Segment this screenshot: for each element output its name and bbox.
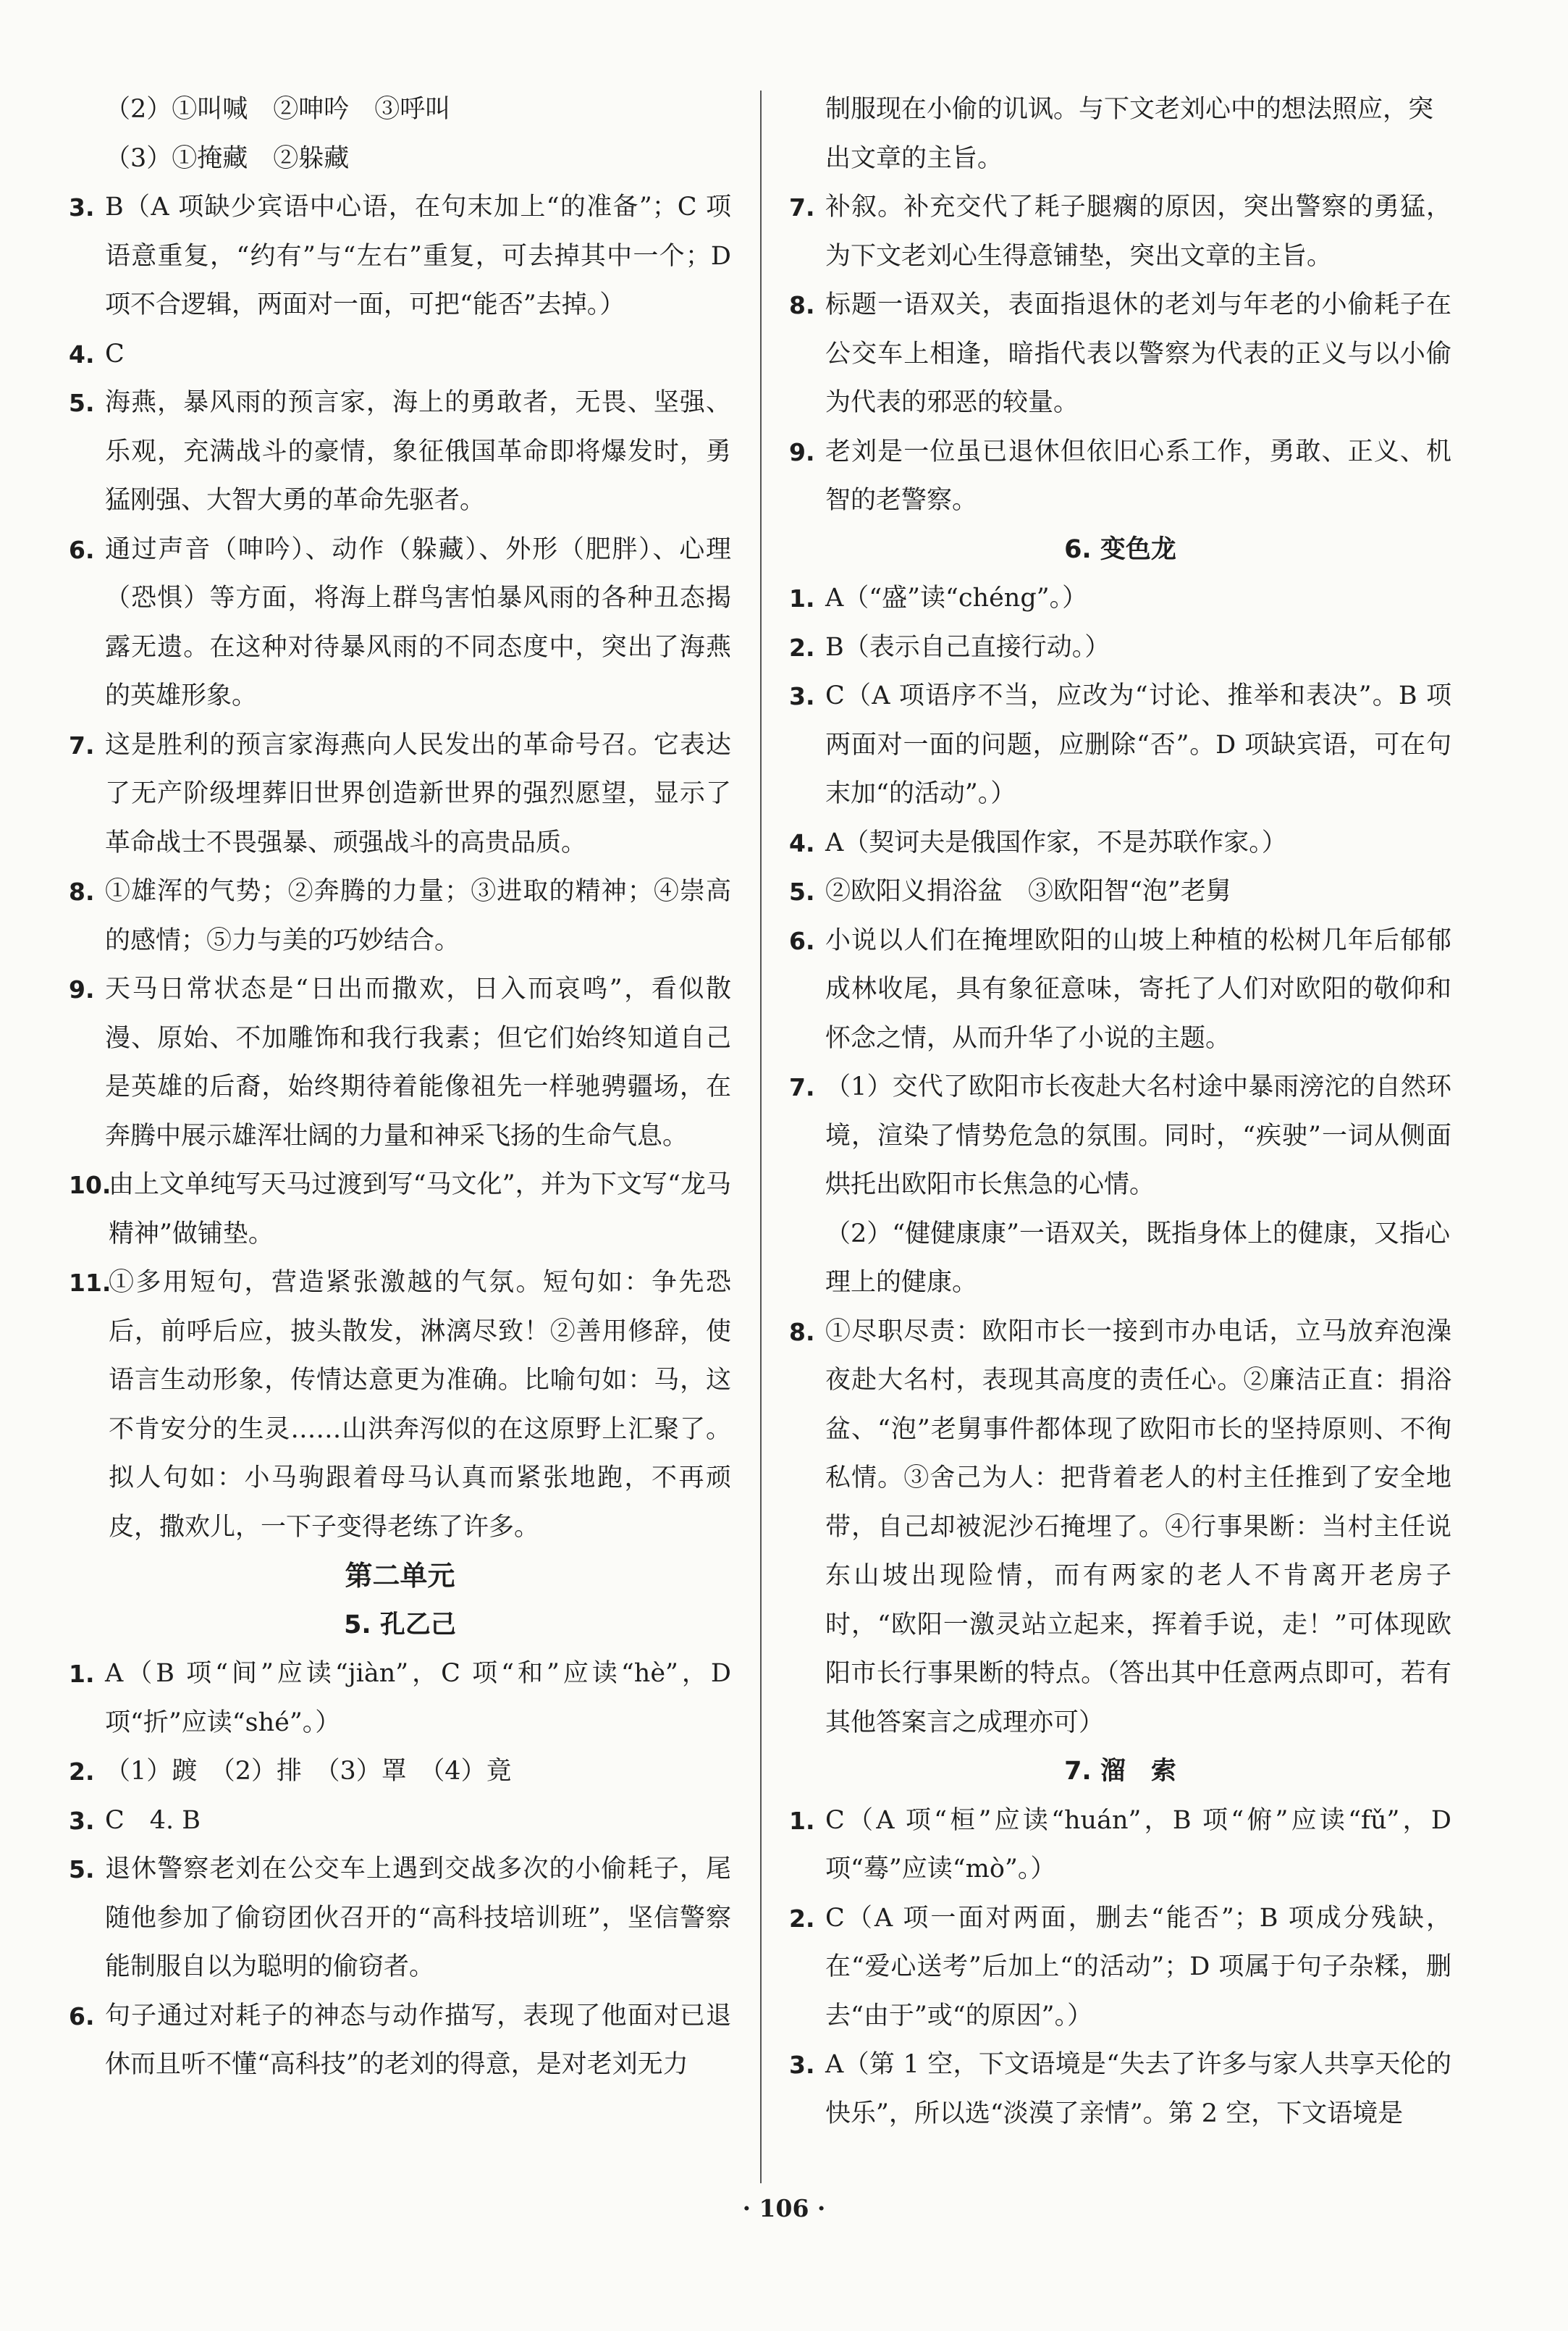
answer-item-10: 10. 由上文单纯写天马过渡到写“马文化”，并为下文写“龙马精神”做铺垫。 — [69, 1170, 731, 1248]
answer-item-7: 7. （1）交代了欧阳市长夜赴大名村途中暴雨滂沱的自然环境，渲染了情势危急的氛围。同时，“疾驶”一词从侧面烘托出欧阳市长焦急的心情。 — [789, 1072, 1451, 1199]
answer-item-2: 2. （1）踱 （2）排 （3）罩 （4）竟 — [69, 1757, 512, 1786]
answer-item-9: 9. 老刘是一位虽已退休但依旧心系工作，勇敢、正义、机智的老警察。 — [789, 437, 1451, 515]
answer-line: （2）①叫喊 ②呻吟 ③呼叫 — [105, 95, 451, 124]
answer-item-4: 4. A（契诃夫是俄国作家，不是苏联作家。） — [789, 828, 1287, 857]
answer-item-1: 1. A（B 项“间”应读“jiàn”，C 项“和”应读“hè”，D 项“折”应读“shé”。） — [69, 1659, 731, 1737]
answer-item-7: 7. 这是胜利的预言家海燕向人民发出的革命号召。它表达了无产阶级埋葬旧世界创造新世界的强烈愿望，显示了革命战士不畏强暴、顽强战斗的高贵品质。 — [69, 730, 731, 857]
answer-item-9: 9. 天马日常状态是“日出而撒欢，日入而哀鸣”，看似散漫、原始、不加雕饰和我行我素；但它们始终知道自己是英雄的后裔，始终期待着能像祖先一样驰骋疆场，在奔腾中展示雄浑壮阔的力量和神采飞扬的生命气息。 — [69, 975, 731, 1151]
right-column — [789, 85, 1451, 2138]
lesson-heading-6: 6. 变色龙 — [1064, 534, 1176, 564]
answer-item-2: 2. C（A 项一面对两面，删去“能否”；B 项成分残缺，在“爱心送考”后加上“的活动”；D 项属于句子杂糅，删去“由于”或“的原因”。） — [789, 1903, 1451, 2030]
answer-continuation: 制服现在小偷的讥讽。与下文老刘心中的想法照应，突出文章的主旨。 — [825, 95, 1434, 173]
answer-item-3: 3. C（A 项语序不当，应改为“讨论、推举和表决”。B 项两面对一面的问题，应删除“否”。D 项缺宾语，可在句末加“的活动”。） — [789, 681, 1451, 808]
answer-item-7: 7. 补叙。补充交代了耗子腿瘸的原因，突出警察的勇猛，为下文老刘心生得意铺垫，突出文章的主旨。 — [789, 193, 1451, 271]
answer-item-5: 5. 退休警察老刘在公交车上遇到交战多次的小偷耗子，尾随他参加了偷窃团伙召开的“高科技培训班”，坚信警察能制服自以为聪明的偷窃者。 — [69, 1855, 731, 1981]
answer-item-8: 8. 标题一语双关，表面指退休的老刘与年老的小偷耗子在公交车上相逢，暗指代表以警察为代表的正义与以小偷为代表的邪恶的较量。 — [789, 290, 1451, 417]
answer-line: （3）①掩藏 ②躲藏 — [105, 143, 350, 173]
answer-item-8: 8. ①尽职尽责：欧阳市长一接到市办电话，立马放弃泡澡夜赴大名村，表现其高度的责任心。②廉洁正直：捐浴盆、“泡”老舅事件都体现了欧阳市长的坚持原则、不徇私情。③舍己为人：把背着老人的村主任推到了安全地带，自己却被泥沙石掩埋了。④行事果断：当村主任说东山坡出现险情，而有两家的老人不肯离开老房子时，“欧阳一激灵站立起来，挥着手说，走！”可体现欧阳市长行事果断的特点。（答出其中任意两点即可，若有其他答案言之成理亦可） — [789, 1316, 1451, 1737]
answer-item-1: 1. C（A 项“桓”应读“huán”，B 项“俯”应读“fǔ”，D 项“蓦”应读“mò”。） — [789, 1805, 1451, 1883]
answer-item-5: 5. 海燕，暴风雨的预言家，海上的勇敢者，无畏、坚强、乐观，充满战斗的豪情，象征俄国革命即将爆发时，勇猛刚强、大智大勇的革命先驱者。 — [69, 388, 731, 515]
answer-item-11: 11. ①多用短句，营造紧张激越的气氛。短句如：争先恐后，前呼后应，披头散发，淋漓尽致！②善用修辞，使语言生动形象，传情达意更为准确。比喻句如：马，这不肯安分的生灵……山洪奔泻似的在这原野上汇聚了。拟人句如：小马驹跟着母马认真而紧张地跑，不再顽皮，撒欢儿，一下子变得老练了许多。 — [69, 1268, 731, 1542]
answer-item-8: 8. ①雄浑的气势；②奔腾的力量；③进取的精神；④崇高的感情；⑤力与美的巧妙结合。 — [69, 877, 731, 955]
page-number: · 106 · — [742, 2194, 826, 2222]
answer-item-6: 6. 小说以人们在掩埋欧阳的山坡上种植的松树几年后郁郁成林收尾，具有象征意味，寄托了人们对欧阳的敬仰和怀念之情，从而升华了小说的主题。 — [789, 925, 1451, 1053]
answer-item-6: 6. 句子通过对耗子的神态与动作描写，表现了他面对已退休而且听不懂“高科技”的老刘的得意，是对老刘无力 — [69, 2001, 731, 2079]
answer-item-3-4: 3. C 4. B — [69, 1805, 201, 1835]
answer-item-3: 3. A（第 1 空，下文语境是“失去了许多与家人共享天伦的快乐”，所以选“淡漠了亲情”。第 2 空，下文语境是 — [789, 2050, 1451, 2128]
answer-item-6: 6. 通过声音（呻吟）、动作（躲藏）、外形（肥胖）、心理（恐惧）等方面，将海上群鸟害怕暴风雨的各种丑态揭露无遗。在这种对待暴风雨的不同态度中，突出了海燕的英雄形象。 — [69, 534, 731, 710]
left-column — [69, 85, 731, 2090]
answer-item-4: 4. C — [69, 339, 125, 369]
answer-item-5: 5. ②欧阳义捐浴盆 ③欧阳智“泡”老舅 — [789, 877, 1231, 906]
column-divider — [760, 91, 762, 2183]
answer-item-3: 3. B（A 项缺少宾语中心语，在句末加上“的准备”；C 项语意重复，“约有”与“左右”重复，可去掉其中一个；D 项不合逻辑，两面对一面，可把“能否”去掉。） — [69, 193, 731, 319]
unit-heading: 第二单元 — [345, 1560, 455, 1592]
lesson-heading-7: 7. 溜 索 — [1064, 1757, 1176, 1786]
answer-item-2: 2. B（表示自己直接行动。） — [789, 632, 1110, 662]
answer-item-1: 1. A（“盛”读“chéng”。） — [789, 584, 1088, 613]
lesson-heading-5: 5. 孔乙己 — [344, 1610, 456, 1639]
answer-subpart: （2）“健健康康”一语双关，既指身体上的健康，又指心理上的健康。 — [825, 1219, 1451, 1297]
